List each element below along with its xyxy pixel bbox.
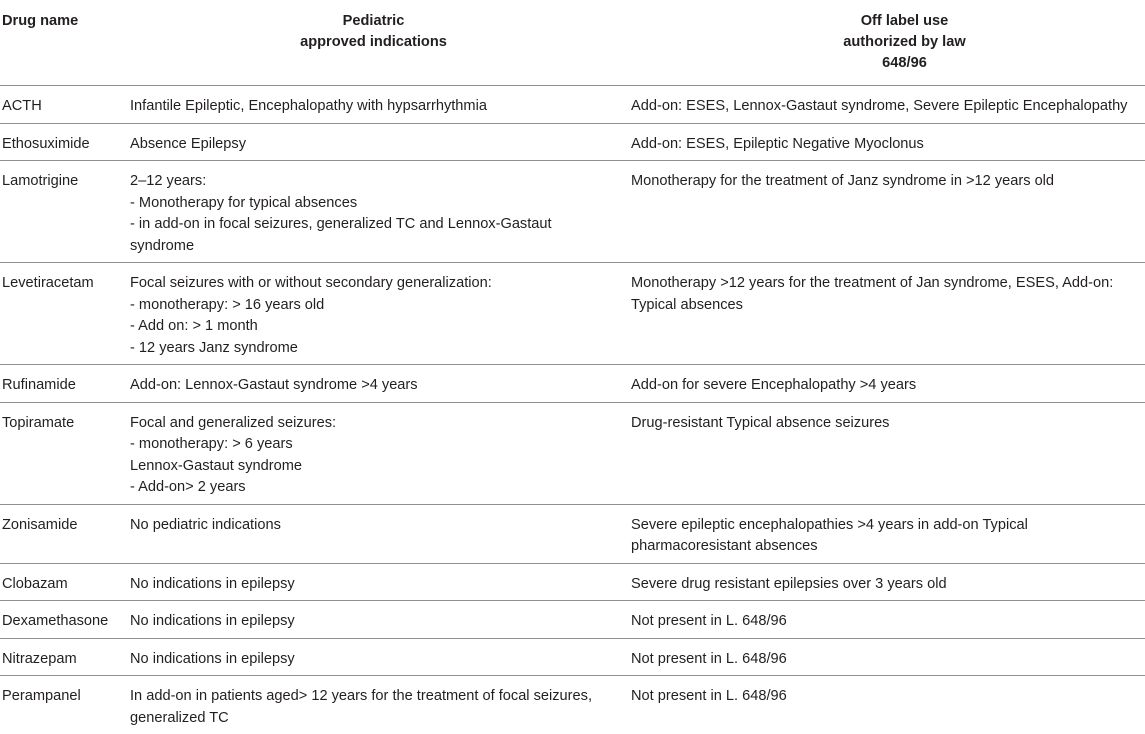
table-row	[0, 601, 1145, 639]
pediatric-indication-line: - monotherapy: > 6 years	[130, 434, 624, 456]
offlabel-use-cell	[624, 86, 1145, 124]
offlabel-use-cell	[624, 638, 1145, 676]
offlabel-use-cell	[624, 365, 1145, 403]
pediatric-indication-line: - Add-on> 2 years	[130, 477, 624, 499]
table-row	[0, 263, 1145, 365]
offlabel-use-cell	[624, 123, 1145, 161]
drug-name-cell: Perampanel	[0, 676, 123, 734]
table-body	[0, 86, 1145, 734]
offlabel-use-cell	[624, 601, 1145, 639]
pediatric-indications-cell	[123, 563, 624, 601]
offlabel-use-line: Add-on: ESES, Lennox-Gastaut syndrome, Severe Epileptic Encephalopathy	[631, 96, 1145, 118]
table-row	[0, 638, 1145, 676]
header-offlabel-line: 648/96	[664, 53, 1145, 74]
offlabel-use-line: Add-on for severe Encephalopathy >4 years	[631, 375, 1145, 397]
pediatric-indication-line: Add-on: Lennox-Gastaut syndrome >4 years	[130, 375, 624, 397]
offlabel-use-line: Not present in L. 648/96	[631, 611, 1145, 633]
pediatric-indication-line: Infantile Epileptic, Encephalopathy with hypsarrhythmia	[130, 96, 624, 118]
drug-name-cell: Lamotrigine	[0, 161, 123, 263]
pediatric-indication-line: - Monotherapy for typical absences	[130, 193, 624, 215]
offlabel-use-cell	[624, 563, 1145, 601]
pediatric-indication-line: In add-on in patients aged> 12 years for the treatment of focal seizures,	[130, 686, 624, 708]
pediatric-indication-line: - monotherapy: > 16 years old	[130, 295, 624, 317]
table-row	[0, 365, 1145, 403]
offlabel-use-cell	[624, 263, 1145, 365]
table-row	[0, 676, 1145, 734]
table-row	[0, 563, 1145, 601]
pediatric-indication-line: - Add on: > 1 month	[130, 316, 624, 338]
table-row	[0, 504, 1145, 563]
drug-name-cell: Dexamethasone	[0, 601, 123, 639]
pediatric-indication-line: No indications in epilepsy	[130, 649, 624, 671]
header-offlabel	[624, 0, 1145, 86]
drug-name-cell: Zonisamide	[0, 504, 123, 563]
pediatric-indications-cell	[123, 601, 624, 639]
pediatric-indication-line: No pediatric indications	[130, 515, 624, 537]
offlabel-use-line: Drug-resistant Typical absence seizures	[631, 413, 1145, 435]
header-pediatric-line: approved indications	[123, 32, 624, 53]
drug-name-cell: ACTH	[0, 86, 123, 124]
drug-name-cell: Levetiracetam	[0, 263, 123, 365]
offlabel-use-line: Typical absences	[631, 295, 1145, 317]
drug-name-cell: Topiramate	[0, 402, 123, 504]
pediatric-indications-cell	[123, 123, 624, 161]
pediatric-indications-cell	[123, 86, 624, 124]
offlabel-use-cell	[624, 676, 1145, 734]
offlabel-use-cell	[624, 504, 1145, 563]
pediatric-indication-line: generalized TC	[130, 708, 624, 730]
table-row	[0, 161, 1145, 263]
pediatric-indication-line: No indications in epilepsy	[130, 574, 624, 596]
drug-name-cell: Clobazam	[0, 563, 123, 601]
header-pediatric-line: Pediatric	[123, 11, 624, 32]
pediatric-indications-cell	[123, 638, 624, 676]
offlabel-use-line: Add-on: ESES, Epileptic Negative Myoclonus	[631, 134, 1145, 156]
pediatric-indications-cell	[123, 161, 624, 263]
offlabel-use-line: Not present in L. 648/96	[631, 686, 1145, 708]
header-pediatric	[123, 0, 624, 86]
table-row	[0, 86, 1145, 124]
pediatric-indications-cell	[123, 263, 624, 365]
offlabel-use-line: Not present in L. 648/96	[631, 649, 1145, 671]
pediatric-indications-cell	[123, 365, 624, 403]
table-row	[0, 402, 1145, 504]
pediatric-indication-line: - in add-on in focal seizures, generalized TC and Lennox-Gastaut	[130, 214, 624, 236]
offlabel-use-line: Severe epileptic encephalopathies >4 years in add-on Typical	[631, 515, 1145, 537]
pediatric-indication-line: Focal seizures with or without secondary generalization:	[130, 273, 624, 295]
offlabel-use-line: pharmacoresistant absences	[631, 536, 1145, 558]
drug-name-cell: Rufinamide	[0, 365, 123, 403]
pediatric-indication-line: - 12 years Janz syndrome	[130, 338, 624, 360]
pediatric-indication-line: Focal and generalized seizures:	[130, 413, 624, 435]
drug-name-cell: Ethosuximide	[0, 123, 123, 161]
pediatric-indications-cell	[123, 504, 624, 563]
pediatric-indication-line: No indications in epilepsy	[130, 611, 624, 633]
header-offlabel-line: Off label use	[664, 11, 1145, 32]
table-row	[0, 123, 1145, 161]
offlabel-use-cell	[624, 402, 1145, 504]
offlabel-use-line: Monotherapy for the treatment of Janz syndrome in >12 years old	[631, 171, 1145, 193]
pediatric-indication-line: 2–12 years:	[130, 171, 624, 193]
drug-name-cell: Nitrazepam	[0, 638, 123, 676]
pediatric-indications-cell	[123, 402, 624, 504]
pediatric-indication-line: Lennox-Gastaut syndrome	[130, 456, 624, 478]
offlabel-use-cell	[624, 161, 1145, 263]
header-drug-name: Drug name	[0, 0, 123, 86]
pediatric-indication-line: syndrome	[130, 236, 624, 258]
offlabel-use-line: Monotherapy >12 years for the treatment of Jan syndrome, ESES, Add-on:	[631, 273, 1145, 295]
header-row	[0, 0, 1145, 86]
pediatric-indications-cell	[123, 676, 624, 734]
offlabel-use-line: Severe drug resistant epilepsies over 3 years old	[631, 574, 1145, 596]
pediatric-indication-line: Absence Epilepsy	[130, 134, 624, 156]
header-offlabel-line: authorized by law	[664, 32, 1145, 53]
